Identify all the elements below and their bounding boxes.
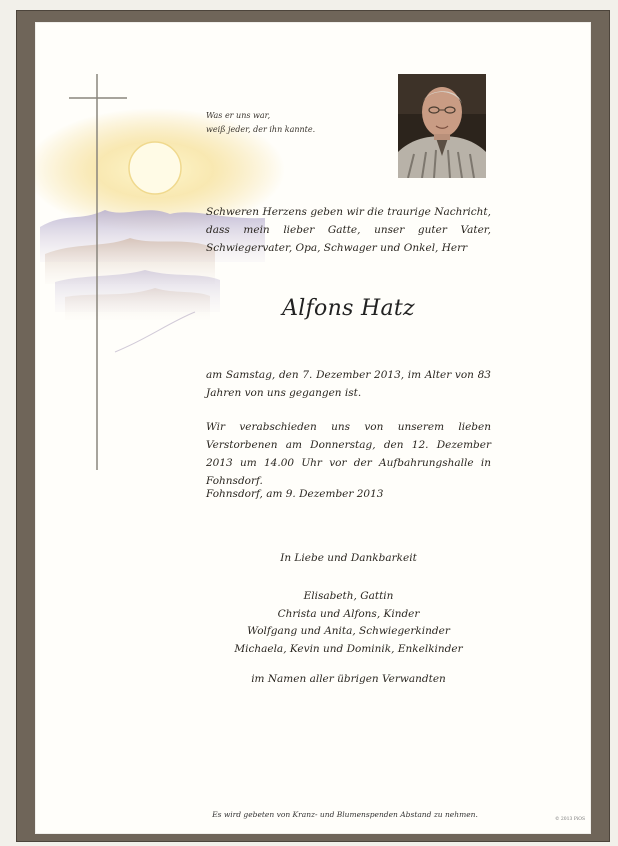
mourner-line: Elisabeth, Gattin	[303, 590, 394, 602]
funeral-details-text: Wir verabschieden uns von unserem lieben Verstorbenen am Donnerstag, den 12. Dezember 2013 um 14.00 Uhr vor der Aufbahrungshalle in Fohnsdorf.	[206, 421, 491, 487]
quote-line: Was er uns war,	[206, 111, 271, 120]
quote-line: weiß jeder, der ihn kannte.	[206, 125, 316, 134]
mourners-list	[206, 588, 491, 658]
mourning-card	[35, 22, 591, 834]
place-and-date: Fohnsdorf, am 9. Dezember 2013	[206, 488, 384, 500]
sun-icon	[129, 142, 181, 194]
deceased-name: Alfons Hatz	[282, 296, 415, 321]
portrait-photo	[398, 74, 486, 178]
mourner-line: Wolfgang und Anita, Schwiegerkinder	[247, 625, 450, 637]
announcement-intro: Schweren Herzens geben wir die traurige Nachricht, dass mein lieber Gatte, unser guter Vater, Schwiegervater, Opa, Schwager und Onkel, Herr	[206, 206, 491, 254]
imprint-mark: © 2013 PiOS	[555, 817, 586, 822]
relatives-line: im Namen aller übrigen Verwandten	[251, 673, 446, 685]
mourner-line: Christa und Alfons, Kinder	[277, 607, 420, 620]
mourner-line: Michaela, Kevin und Dominik, Enkelkinder	[234, 642, 463, 655]
closing-line: In Liebe und Dankbarkeit	[280, 552, 417, 564]
memorial-quote	[206, 109, 336, 137]
footer-request: Es wird gebeten von Kranz- und Blumenspenden Abstand zu nehmen.	[212, 810, 478, 819]
death-notice-text: am Samstag, den 7. Dezember 2013, im Alter von 83 Jahren von uns gegangen ist.	[206, 369, 491, 399]
